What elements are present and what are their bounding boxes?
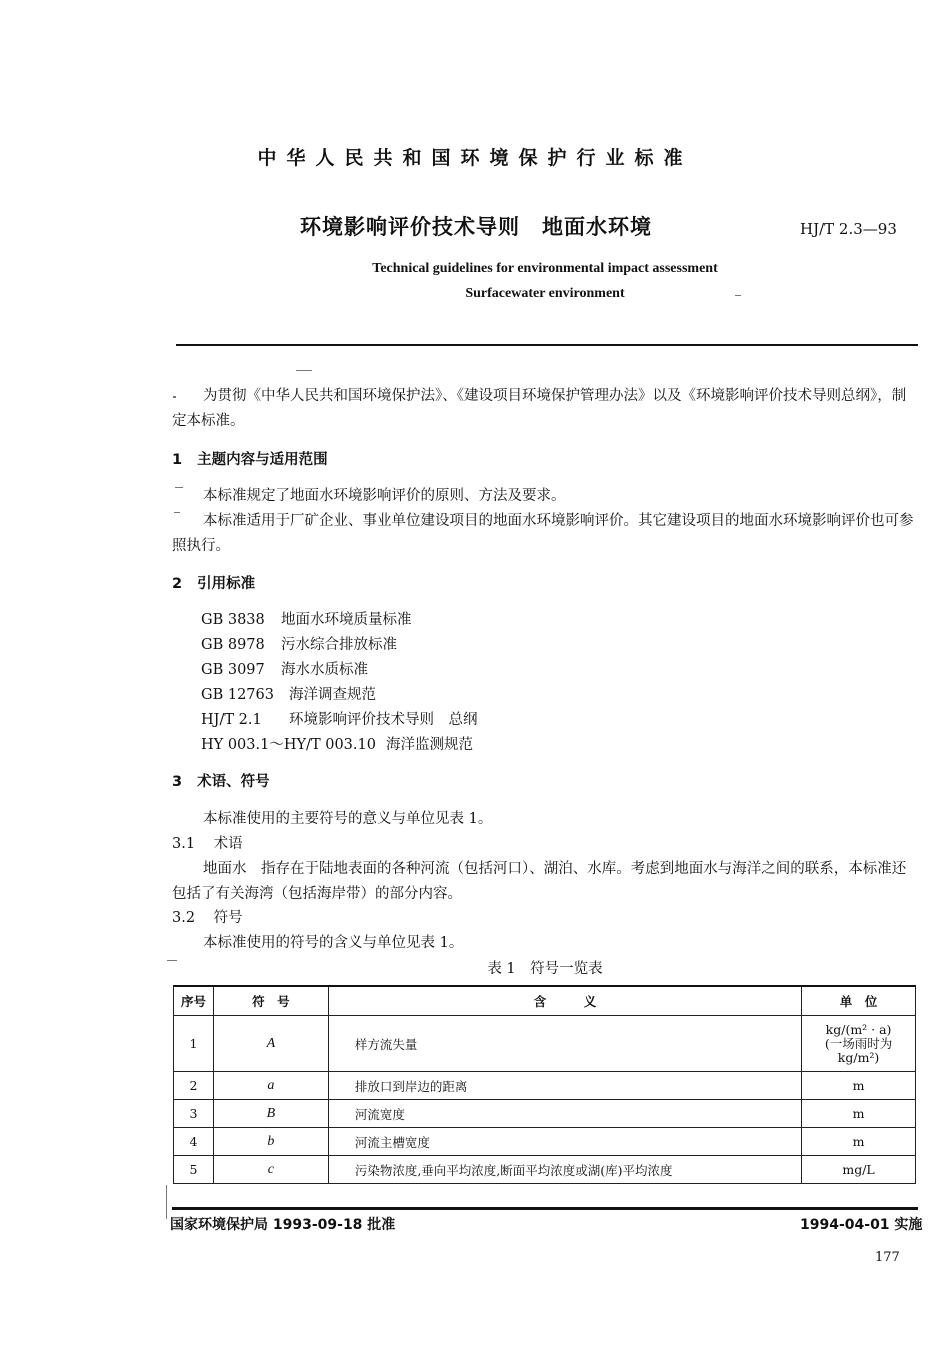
table-header-row bbox=[174, 986, 916, 1016]
intro-paragraph: 为贯彻《中华人民共和国环境保护法》、《建设项目环境保护管理办法》以及《环境影响评价技术导则总纲》，制定本标准。 bbox=[172, 388, 907, 429]
row-symbol: A bbox=[213, 1016, 328, 1072]
section-3-heading bbox=[172, 770, 270, 791]
reference-code: GB 3838 bbox=[201, 612, 265, 628]
row-unit: m bbox=[802, 1100, 916, 1128]
reference-item bbox=[201, 708, 478, 729]
reference-item bbox=[201, 633, 397, 654]
table-row bbox=[174, 1072, 916, 1100]
table-row bbox=[174, 1128, 916, 1156]
scan-speck bbox=[175, 487, 183, 488]
reference-code: GB 12763 bbox=[201, 687, 274, 703]
reference-item bbox=[201, 608, 412, 629]
section-1-number: 1 bbox=[172, 452, 183, 468]
symbol-table bbox=[173, 985, 916, 1184]
subsection-3-1-title: 术语 bbox=[213, 836, 243, 852]
row-symbol: c bbox=[213, 1156, 328, 1184]
section-1-paragraph-1: 本标准规定了地面水环境影响评价的原则、方法及要求。 bbox=[203, 488, 566, 504]
header-unit: 单 位 bbox=[802, 986, 916, 1016]
row-unit-line: (一场雨时为 bbox=[824, 1035, 893, 1051]
scan-speck bbox=[166, 1185, 167, 1219]
subsection-3-2-heading bbox=[172, 906, 243, 927]
row-unit-line: kg/m²) bbox=[837, 1049, 880, 1065]
section-1-paragraph-2: 本标准适用于厂矿企业、事业单位建设项目的地面水环境影响评价。其它建设项目的地面水环境影响评价也可参照执行。 bbox=[172, 513, 914, 554]
section-3-number: 3 bbox=[172, 774, 183, 790]
english-title-line-2: Surfacewater environment bbox=[465, 286, 625, 301]
approval-info: 国家环境保护局 1993-09-18 批准 bbox=[170, 1217, 396, 1233]
reference-name: 海洋监测规范 bbox=[385, 737, 473, 753]
row-meaning: 河流宽度 bbox=[328, 1100, 801, 1128]
document-code: HJ/T 2.3—93 bbox=[800, 220, 897, 238]
row-meaning: 河流主槽宽度 bbox=[328, 1128, 801, 1156]
header-symbol: 符 号 bbox=[213, 986, 328, 1016]
section-2-title: 引用标准 bbox=[197, 576, 256, 592]
row-unit: mg/L bbox=[802, 1156, 916, 1184]
agency-title: 中华人民共和国环境保护行业标准 bbox=[257, 147, 693, 169]
reference-code: HY 003.1～HY/T 003.10 bbox=[201, 737, 376, 753]
row-meaning: 样方流失量 bbox=[328, 1016, 801, 1072]
table-row bbox=[174, 1100, 916, 1128]
row-unit bbox=[802, 1016, 916, 1072]
reference-item bbox=[201, 658, 368, 679]
table-row bbox=[174, 1156, 916, 1184]
subsection-3-2-number: 3.2 bbox=[172, 910, 196, 926]
reference-name: 海水水质标准 bbox=[281, 662, 368, 678]
scan-speck bbox=[174, 512, 180, 513]
footer-divider bbox=[172, 1207, 918, 1210]
subsection-3-1-number: 3.1 bbox=[172, 836, 196, 852]
row-no: 1 bbox=[174, 1016, 214, 1072]
subsection-3-1-heading bbox=[172, 832, 243, 853]
row-symbol: B bbox=[213, 1100, 328, 1128]
effective-date: 1994-04-01 实施 bbox=[800, 1217, 923, 1233]
header-no: 序号 bbox=[174, 986, 214, 1016]
scan-speck bbox=[296, 370, 312, 371]
reference-code: GB 8978 bbox=[201, 637, 265, 653]
subsection-3-2-text: 本标准使用的符号的含义与单位见表 1。 bbox=[203, 935, 464, 951]
scan-speck bbox=[167, 960, 177, 961]
row-no: 2 bbox=[174, 1072, 214, 1100]
row-unit: m bbox=[802, 1128, 916, 1156]
section-2-number: 2 bbox=[172, 576, 183, 592]
row-meaning: 污染物浓度,垂向平均浓度,断面平均浓度或湖(库)平均浓度 bbox=[328, 1156, 801, 1184]
header-meaning: 含 义 bbox=[328, 986, 801, 1016]
scan-speck bbox=[735, 295, 741, 296]
row-meaning: 排放口到岸边的距离 bbox=[328, 1072, 801, 1100]
subsection-3-2-title: 符号 bbox=[213, 910, 243, 926]
section-3-paragraph: 本标准使用的主要符号的意义与单位见表 1。 bbox=[203, 811, 493, 827]
section-3-title: 术语、符号 bbox=[197, 774, 270, 790]
english-title-line-1: Technical guidelines for environmental impact assessment bbox=[372, 261, 718, 276]
row-unit-line: kg/(m² · a) bbox=[825, 1021, 892, 1037]
section-2-heading bbox=[172, 572, 255, 593]
reference-item bbox=[201, 683, 376, 704]
section-1-heading bbox=[172, 448, 328, 469]
reference-item bbox=[201, 733, 473, 754]
row-symbol: b bbox=[213, 1128, 328, 1156]
reference-name: 环境影响评价技术导则 总纲 bbox=[289, 712, 478, 728]
subsection-3-1-text: 地面水 指存在于陆地表面的各种河流（包括河口）、湖泊、水库。考虑到地面水与海洋之间的联系，本标准还包括了有关海湾（包括海岸带）的部分内容。 bbox=[172, 861, 907, 902]
section-1-title: 主题内容与适用范围 bbox=[197, 452, 328, 468]
reference-name: 污水综合排放标准 bbox=[281, 637, 397, 653]
row-no: 5 bbox=[174, 1156, 214, 1184]
document-title: 环境影响评价技术导则 地面水环境 bbox=[300, 215, 652, 239]
reference-name: 海洋调查规范 bbox=[289, 687, 376, 703]
row-no: 4 bbox=[174, 1128, 214, 1156]
reference-code: HJ/T 2.1 bbox=[201, 712, 262, 728]
table-row bbox=[174, 1016, 916, 1072]
header-divider bbox=[176, 344, 918, 346]
scan-speck bbox=[173, 396, 176, 398]
reference-code: GB 3097 bbox=[201, 662, 265, 678]
table-caption: 表 1 符号一览表 bbox=[487, 961, 603, 977]
reference-name: 地面水环境质量标准 bbox=[281, 612, 412, 628]
row-no: 3 bbox=[174, 1100, 214, 1128]
row-unit: m bbox=[802, 1072, 916, 1100]
row-symbol: a bbox=[213, 1072, 328, 1100]
page-number: 177 bbox=[875, 1250, 900, 1265]
